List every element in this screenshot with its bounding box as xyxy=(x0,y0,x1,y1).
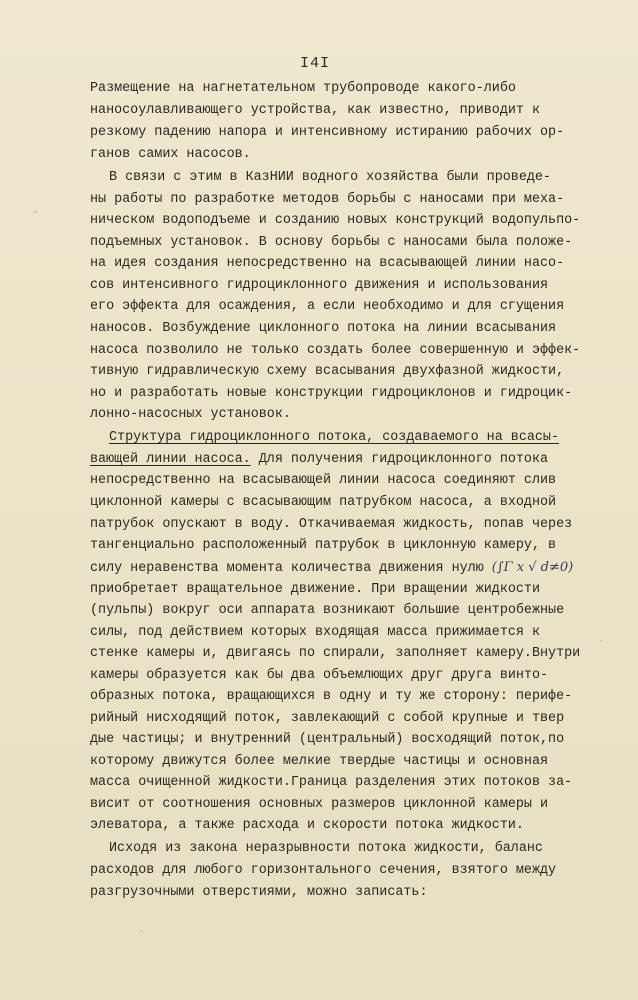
text-line xyxy=(90,558,573,579)
text-line: масса очищенной жидкости.Граница разделения этих потоков за- xyxy=(90,775,573,790)
text-line: рийный нисходящий поток, завлекающий с собой крупные и твер xyxy=(90,711,565,726)
text-line: лонно-насосных установок. xyxy=(90,407,291,422)
page-number: I4I xyxy=(300,55,331,72)
text-line: Исходя из закона неразрывности потока жидкости, баланс xyxy=(109,841,543,856)
text-line: на идея создания непосредственно на всасывающей линии насо- xyxy=(90,256,565,271)
text-line: наносов. Возбуждение циклонного потока на линии всасывания xyxy=(90,321,557,336)
text-line: его эффекта для осаждения, а если необходимо и для сгущения xyxy=(90,299,565,314)
section-heading-end: вающей линии насоса. xyxy=(90,452,251,467)
text-line: расходов для любого горизонтального сечения, взятого между xyxy=(90,863,557,878)
text-line: насоса позволило не только создать более совершенную и эффек- xyxy=(90,343,581,358)
text-line: но и разработать новые конструкции гидроциклонов и гидроцик- xyxy=(90,386,573,401)
text-line: разгрузочными отверстиями, можно записать: xyxy=(90,885,428,900)
text-line: резкому падению напора и интенсивному истиранию рабочих ор- xyxy=(90,125,565,140)
text-line: тангенциально расположенный патрубок в циклонную камеру, в xyxy=(90,538,557,553)
text-line: В связи с этим в КазНИИ водного хозяйства были проведе- xyxy=(109,170,551,185)
handwritten-formula: (∫Γ x √ d≠0) xyxy=(491,560,574,575)
text-line: силы, под действием которых входящая масса прижимается к xyxy=(90,625,540,640)
text-line: подъемных установок. В основу борьбы с наносами была положе- xyxy=(90,235,573,250)
text-line: непосредственно на всасывающей линии насоса соединяют слив xyxy=(90,473,557,488)
text-line: Размещение на нагнетательном трубопроводе какого-либо xyxy=(90,81,516,96)
text-line: образных потока, вращающихся в одну и ту же сторону: перифе- xyxy=(90,689,573,704)
text-line: патрубок опускают в воду. Откачиваемая жидкость, попав через xyxy=(90,517,573,532)
text-line: камеры образуется как бы два объемлющих друг друга винто- xyxy=(90,668,549,683)
text-line: циклонной камеры с всасывающим патрубком насоса, а входной xyxy=(90,495,557,510)
text-line: ны работы по разработке методов борьбы с наносами при меха- xyxy=(90,192,565,207)
text-line: сов интенсивного гидроциклонного движения и использования xyxy=(90,278,549,293)
paper-speck xyxy=(140,930,143,932)
text-line: тивную гидравлическую схему всасывания двухфазной жидкости, xyxy=(90,364,565,379)
text-line xyxy=(90,450,548,470)
text-line: элеватора, а также расхода и скорости потока жидкости. xyxy=(90,818,524,833)
text-line: наносоулавливающего устройства, как известно, приводит к xyxy=(90,103,540,118)
text-line: ническом водоподъеме и созданию новых конструкций водопульпо- xyxy=(90,213,581,228)
text-line: стенке камеры и, двигаясь по спирали, заполняет камеру.Внутри xyxy=(90,646,581,661)
text-line: (пульпы) вокруг оси аппарата возникают большие центробежные xyxy=(90,603,565,618)
text-line: приобретает вращательное движение. При вращении жидкости xyxy=(90,582,540,597)
text-line: дые частицы; и внутренний (центральный) восходящий поток,по xyxy=(90,732,565,747)
text-fragment: Для получения гидроциклонного потока xyxy=(250,452,549,467)
paper-speck xyxy=(600,640,602,642)
text-line: ганов самих насосов. xyxy=(90,147,251,162)
text-line: висит от соотношения основных размеров циклонной камеры и xyxy=(90,797,549,812)
text-fragment: силу неравенства момента количества движения нулю xyxy=(90,561,484,576)
text-line: которому движутся более мелкие твердые частицы и основная xyxy=(90,754,549,769)
paper-speck xyxy=(34,210,37,213)
section-heading: Структура гидроциклонного потока, создаваемого на всасы- xyxy=(109,430,559,445)
